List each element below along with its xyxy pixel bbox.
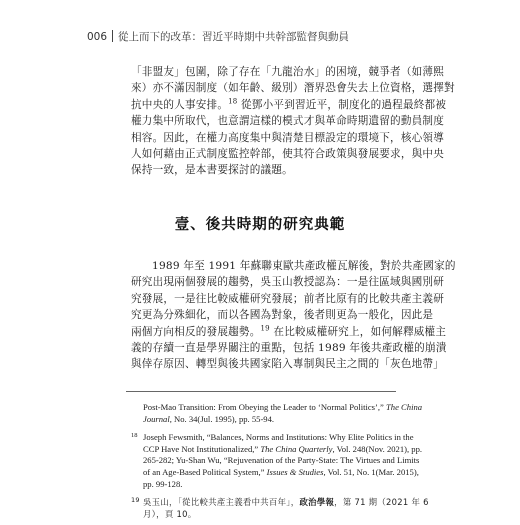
text-line: 「非盟友」包圍，除了存在「九龍治水」的困境，競爭者（如薄熙 (131, 66, 445, 78)
text-line: 人如何藉由正式制度監控幹部，使其符合政策與發展要求，與中央 (131, 147, 445, 160)
text-line: 抗中央的人事安排。$^{18}$ 從鄧小平到習近平，制度化的過程最終都被 (131, 97, 447, 111)
footnote-number: 19 (131, 496, 140, 505)
text-line: 究更為分殊細化，而以各國為對象，後者則更為一般化，因此是 (131, 309, 434, 322)
paragraph-2 (131, 258, 456, 373)
text-line: 1989 年至 1991 年蘇聯東歐共產政權瓦解後，對於共產國家的 (152, 260, 456, 272)
footnote-18: 18 Joseph Fewsmith, “Balances, Norms and Institutions: Why Elite Politics in the CCP Have Not Institutionalized,” The China Quarterly, Vol. 248(Nov. 2021), pp. 265-282; Yu-Shan Wu, “Rejuvenation of the Party-State: The Virtues and Limits of an Age-Based Political System,” Issues & Studies, Vol. 51, No. 1(Mar. 2015), pp. 99-128. (131, 432, 423, 489)
text-line: 保持一致，是本書要探討的議題。 (131, 164, 293, 177)
text-line: 來）亦不滿因制度（如年齡、級別）潛界恐會失去上位資格，選擇對 (131, 82, 455, 95)
footnote-number: 18 (131, 432, 138, 440)
text-line: 兩個方向相反的發展趨勢。$^{19}$ 在比較威權研究上，如何解釋威權主 (131, 324, 447, 338)
text-line: 與倖存原因、轉型與後共國家陷入專制與民主之間的「灰色地帶」 (131, 358, 445, 371)
text-line: 研究出現兩個發展的趨勢，吳玉山教授認為：一是往區域與國別研 (131, 276, 445, 289)
page-number: 006 (87, 31, 108, 43)
footnotes (131, 402, 431, 525)
footnote-ref-19[interactable]: 19 (260, 324, 270, 333)
footnote-ref-18[interactable]: 18 (228, 97, 238, 106)
text-line: 究發展，一是往比較威權研究發展；前者比原有的比較共產主義研 (131, 292, 445, 305)
footnote-carryover: Post-Mao Transition: From Obeying the Leader to ‘Normal Politics’,” The China Journal, No. 34(Jul. 1995), pp. 55-94. (143, 402, 423, 424)
section-title: 壹、後共時期的研究典範 (174, 216, 346, 233)
text-line: 相容。因此，在權力高度集中與清楚目標設定的環境下，核心領導 (131, 131, 445, 144)
text-line: 權力集中所取代，也意謂這樣的模式才與革命時期遺留的動員制度 (131, 115, 445, 128)
header-divider (112, 30, 113, 42)
text-line: 義的存續一直是學界關注的重點，包括 1989 年後共產政權的崩潰 (131, 341, 447, 354)
running-header (87, 29, 349, 44)
footnote-divider (126, 391, 396, 392)
paragraph-1 (131, 64, 455, 179)
footnote-19: 19 吳玉山，「從比較共產主義看中共百年」，政治學報，第 71 期（2021 年 6 月），頁 10。 (131, 496, 429, 519)
running-title: 從上而下的改革：習近平時期中共幹部監督與動員 (118, 31, 350, 43)
